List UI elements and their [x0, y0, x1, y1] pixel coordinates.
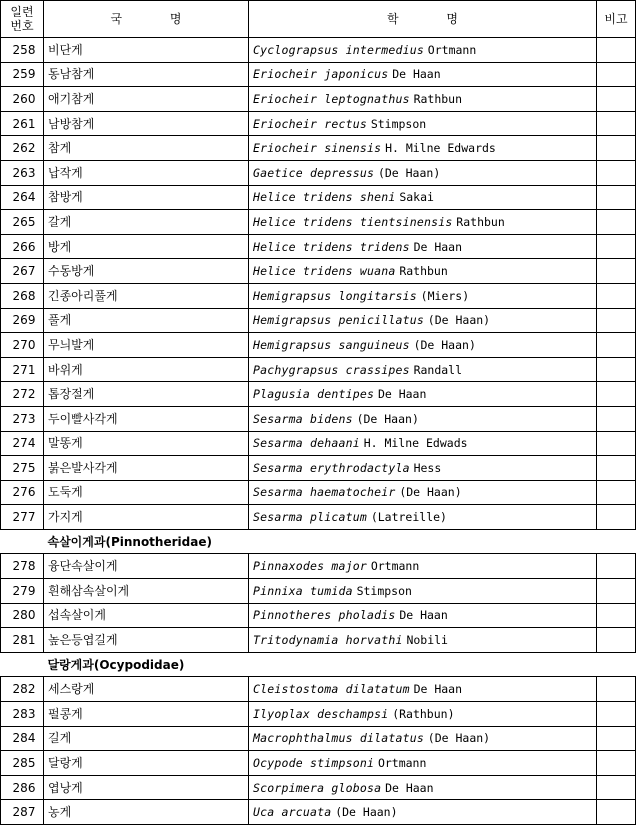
table-row: [1, 677, 636, 702]
header-korean-name: 국 명: [44, 1, 249, 38]
scientific-name: Eriocheir rectus: [253, 116, 367, 131]
serial-number: 278: [1, 554, 44, 579]
korean-name: 비단게: [44, 38, 249, 63]
author-name: Ortmann: [377, 756, 427, 771]
scientific-name: Hemigrapsus penicillatus: [253, 313, 424, 328]
scientific-name: Hemigrapsus longitarsis: [253, 288, 417, 303]
author-name: (De Haan): [377, 165, 441, 180]
author-name: Ortmann: [427, 42, 477, 57]
scientific-name: Eriocheir sinensis: [253, 141, 382, 156]
remarks-cell: [597, 234, 636, 259]
author-name: (De Haan): [427, 313, 491, 328]
table-row: [1, 800, 636, 825]
korean-name: 가지게: [44, 505, 249, 530]
korean-name: 수동방게: [44, 259, 249, 284]
scientific-name: Macrophthalmus dilatatus: [253, 731, 424, 746]
author-name: De Haan: [377, 387, 427, 402]
table-header-row: [1, 1, 636, 38]
author-name: (Latreille): [370, 510, 447, 525]
korean-name: 갈게: [44, 210, 249, 235]
author-name: Sakai: [399, 190, 434, 205]
remarks-cell: [597, 136, 636, 161]
korean-name: 흰해삼속살이게: [44, 579, 249, 604]
author-name: (De Haan): [427, 731, 491, 746]
scientific-name-cell: [249, 62, 597, 87]
scientific-name: Helice tridens sheni: [253, 190, 396, 205]
serial-number: 287: [1, 800, 44, 825]
scientific-name-cell: [249, 357, 597, 382]
serial-number: 263: [1, 160, 44, 185]
author-name: (Miers): [420, 288, 470, 303]
korean-name: 두이빨사각게: [44, 406, 249, 431]
korean-name: 세스랑게: [44, 677, 249, 702]
table-body: [1, 38, 636, 825]
korean-name: 긴종아리풀게: [44, 283, 249, 308]
table-row: [1, 62, 636, 87]
remarks-cell: [597, 431, 636, 456]
scientific-name: Pinnotheres pholadis: [253, 608, 396, 623]
author-name: (De Haan): [399, 485, 462, 500]
table-row: [1, 234, 636, 259]
scientific-name-cell: [249, 775, 597, 800]
korean-name: 엽낭게: [44, 775, 249, 800]
family-heading: 달랑게과(Ocypodidae): [1, 652, 636, 677]
korean-name: 동남참게: [44, 62, 249, 87]
scientific-name-cell: [249, 579, 597, 604]
serial-number: 284: [1, 726, 44, 751]
serial-number: 280: [1, 603, 44, 628]
scientific-name-cell: [249, 38, 597, 63]
scientific-name: Hemigrapsus sanguineus: [253, 337, 410, 352]
scientific-name-cell: [249, 111, 597, 136]
scientific-name: Sesarma dehaani: [253, 436, 360, 451]
author-name: Stimpson: [356, 583, 412, 598]
scientific-name-cell: [249, 456, 597, 481]
scientific-name-cell: [249, 160, 597, 185]
korean-name: 방게: [44, 234, 249, 259]
korean-name: 달랑게: [44, 751, 249, 776]
table-row: [1, 333, 636, 358]
korean-name: 길게: [44, 726, 249, 751]
scientific-name-cell: [249, 333, 597, 358]
table-row: [1, 751, 636, 776]
author-name: H. Milne Edwards: [385, 141, 496, 156]
serial-number: 267: [1, 259, 44, 284]
remarks-cell: [597, 38, 636, 63]
scientific-name-cell: [249, 628, 597, 653]
serial-number: 272: [1, 382, 44, 407]
remarks-cell: [597, 382, 636, 407]
table-row: [1, 382, 636, 407]
korean-name: 남방참게: [44, 111, 249, 136]
remarks-cell: [597, 579, 636, 604]
scientific-name-cell: [249, 431, 597, 456]
scientific-name-cell: [249, 751, 597, 776]
korean-name: 융단속살이게: [44, 554, 249, 579]
serial-number: 281: [1, 628, 44, 653]
serial-number: 273: [1, 406, 44, 431]
remarks-cell: [597, 87, 636, 112]
table-row: [1, 505, 636, 530]
serial-number: 265: [1, 210, 44, 235]
scientific-name-cell: [249, 185, 597, 210]
scientific-name: Pinnixa tumida: [253, 583, 353, 598]
scientific-name-cell: [249, 308, 597, 333]
serial-number: 283: [1, 702, 44, 727]
remarks-cell: [597, 185, 636, 210]
scientific-name: Helice tridens tridens: [253, 239, 410, 254]
scientific-name: Sesarma plicatum: [253, 510, 367, 525]
table-row: [1, 308, 636, 333]
table-row: [1, 259, 636, 284]
remarks-cell: [597, 726, 636, 751]
author-name: Rathbun: [456, 214, 505, 229]
header-serial-line2: 번호: [10, 19, 34, 33]
author-name: Rathbun: [399, 264, 448, 279]
serial-number: 269: [1, 308, 44, 333]
scientific-name: Tritodynamia horvathi: [253, 633, 403, 648]
author-name: Ortmann: [370, 559, 420, 574]
author-name: H. Milne Edwads: [363, 436, 468, 451]
remarks-cell: [597, 554, 636, 579]
serial-number: 271: [1, 357, 44, 382]
remarks-cell: [597, 628, 636, 653]
scientific-name-cell: [249, 702, 597, 727]
scientific-name: Helice tridens wuana: [253, 264, 396, 279]
serial-number: 275: [1, 456, 44, 481]
korean-name: 참방게: [44, 185, 249, 210]
remarks-cell: [597, 62, 636, 87]
author-name: (Rathbun): [392, 706, 455, 721]
author-name: De Haan: [413, 239, 463, 254]
serial-number: 274: [1, 431, 44, 456]
scientific-name-cell: [249, 406, 597, 431]
korean-name: 톱장절게: [44, 382, 249, 407]
scientific-name-cell: [249, 136, 597, 161]
scientific-name: Helice tridens tientsinensis: [253, 214, 453, 229]
table-row: [1, 136, 636, 161]
remarks-cell: [597, 603, 636, 628]
author-name: (De Haan): [413, 337, 476, 352]
serial-number: 270: [1, 333, 44, 358]
author-name: Hess: [413, 460, 442, 475]
table-row: [1, 357, 636, 382]
scientific-name-cell: [249, 505, 597, 530]
serial-number: 282: [1, 677, 44, 702]
author-name: De Haan: [399, 608, 448, 623]
author-name: Stimpson: [370, 116, 427, 131]
serial-number: 259: [1, 62, 44, 87]
scientific-name: Pachygrapsus crassipes: [253, 362, 410, 377]
remarks-cell: [597, 677, 636, 702]
scientific-name-cell: [249, 283, 597, 308]
remarks-cell: [597, 210, 636, 235]
remarks-cell: [597, 456, 636, 481]
remarks-cell: [597, 775, 636, 800]
header-serial-number: [1, 1, 44, 38]
korean-name: 섭속살이게: [44, 603, 249, 628]
author-name: De Haan: [392, 67, 441, 82]
remarks-cell: [597, 702, 636, 727]
korean-name: 바위게: [44, 357, 249, 382]
remarks-cell: [597, 333, 636, 358]
scientific-name: Cyclograpsus intermedius: [253, 42, 424, 57]
header-remarks: 비고: [597, 1, 636, 38]
table-row: [1, 702, 636, 727]
table-row: [1, 283, 636, 308]
table-row: [1, 111, 636, 136]
serial-number: 286: [1, 775, 44, 800]
table-row: [1, 38, 636, 63]
remarks-cell: [597, 308, 636, 333]
header-serial-line1: 일련: [10, 5, 34, 19]
table-row: [1, 456, 636, 481]
table-row: [1, 210, 636, 235]
table-row: [1, 431, 636, 456]
table-row: [1, 160, 636, 185]
header-scientific-name: 학 명: [249, 1, 597, 38]
table-row: [1, 480, 636, 505]
scientific-name-cell: [249, 87, 597, 112]
table-row: [1, 603, 636, 628]
scientific-name: Sesarma bidens: [253, 411, 353, 426]
author-name: (De Haan): [335, 805, 398, 820]
scientific-name-cell: [249, 259, 597, 284]
remarks-cell: [597, 800, 636, 825]
serial-number: 266: [1, 234, 44, 259]
korean-name: 펄콩게: [44, 702, 249, 727]
serial-number: 268: [1, 283, 44, 308]
family-heading-row: [1, 529, 636, 554]
korean-name: 도둑게: [44, 480, 249, 505]
korean-name: 높은등엽길게: [44, 628, 249, 653]
author-name: (De Haan): [356, 411, 419, 426]
scientific-name-cell: [249, 726, 597, 751]
serial-number: 260: [1, 87, 44, 112]
scientific-name: Eriocheir leptognathus: [253, 91, 410, 106]
author-name: Randall: [413, 362, 463, 377]
author-name: De Haan: [385, 780, 434, 795]
table-row: [1, 726, 636, 751]
table-row: [1, 185, 636, 210]
scientific-name: Sesarma haematocheir: [253, 485, 396, 500]
scientific-name-cell: [249, 480, 597, 505]
remarks-cell: [597, 751, 636, 776]
remarks-cell: [597, 283, 636, 308]
author-name: De Haan: [413, 682, 463, 697]
scientific-name-cell: [249, 800, 597, 825]
table-row: [1, 554, 636, 579]
scientific-name: Eriocheir japonicus: [253, 67, 389, 82]
serial-number: 285: [1, 751, 44, 776]
remarks-cell: [597, 111, 636, 136]
table-row: [1, 579, 636, 604]
remarks-cell: [597, 480, 636, 505]
korean-name: 애기참게: [44, 87, 249, 112]
serial-number: 276: [1, 480, 44, 505]
scientific-name-cell: [249, 382, 597, 407]
table-row: [1, 775, 636, 800]
scientific-name: Cleistostoma dilatatum: [253, 682, 410, 697]
serial-number: 258: [1, 38, 44, 63]
remarks-cell: [597, 505, 636, 530]
serial-number: 264: [1, 185, 44, 210]
scientific-name-cell: [249, 210, 597, 235]
remarks-cell: [597, 406, 636, 431]
scientific-name-cell: [249, 603, 597, 628]
scientific-name: Sesarma erythrodactyla: [253, 460, 410, 475]
korean-name: 참게: [44, 136, 249, 161]
table-row: [1, 628, 636, 653]
table-row: [1, 406, 636, 431]
korean-name: 무늬발게: [44, 333, 249, 358]
table-row: [1, 87, 636, 112]
remarks-cell: [597, 160, 636, 185]
scientific-name-cell: [249, 677, 597, 702]
korean-name: 풀게: [44, 308, 249, 333]
author-name: Rathbun: [413, 91, 463, 106]
serial-number: 277: [1, 505, 44, 530]
scientific-name: Ocypode stimpsoni: [253, 756, 375, 771]
scientific-name-cell: [249, 234, 597, 259]
scientific-name: Plagusia dentipes: [253, 387, 375, 402]
scientific-name-cell: [249, 554, 597, 579]
scientific-name: Ilyoplax deschampsi: [253, 706, 389, 721]
korean-name: 붉은발사각게: [44, 456, 249, 481]
remarks-cell: [597, 259, 636, 284]
korean-name: 말똥게: [44, 431, 249, 456]
serial-number: 279: [1, 579, 44, 604]
family-heading: 속살이게과(Pinnotheridae): [1, 529, 636, 554]
scientific-name: Gaetice depressus: [253, 165, 375, 180]
scientific-name: Pinnaxodes major: [253, 559, 367, 574]
remarks-cell: [597, 357, 636, 382]
serial-number: 261: [1, 111, 44, 136]
scientific-name: Scorpimera globosa: [253, 780, 382, 795]
korean-name: 농게: [44, 800, 249, 825]
serial-number: 262: [1, 136, 44, 161]
scientific-name: Uca arcuata: [253, 805, 332, 820]
author-name: Nobili: [406, 633, 448, 648]
family-heading-row: [1, 652, 636, 677]
korean-name: 납작게: [44, 160, 249, 185]
